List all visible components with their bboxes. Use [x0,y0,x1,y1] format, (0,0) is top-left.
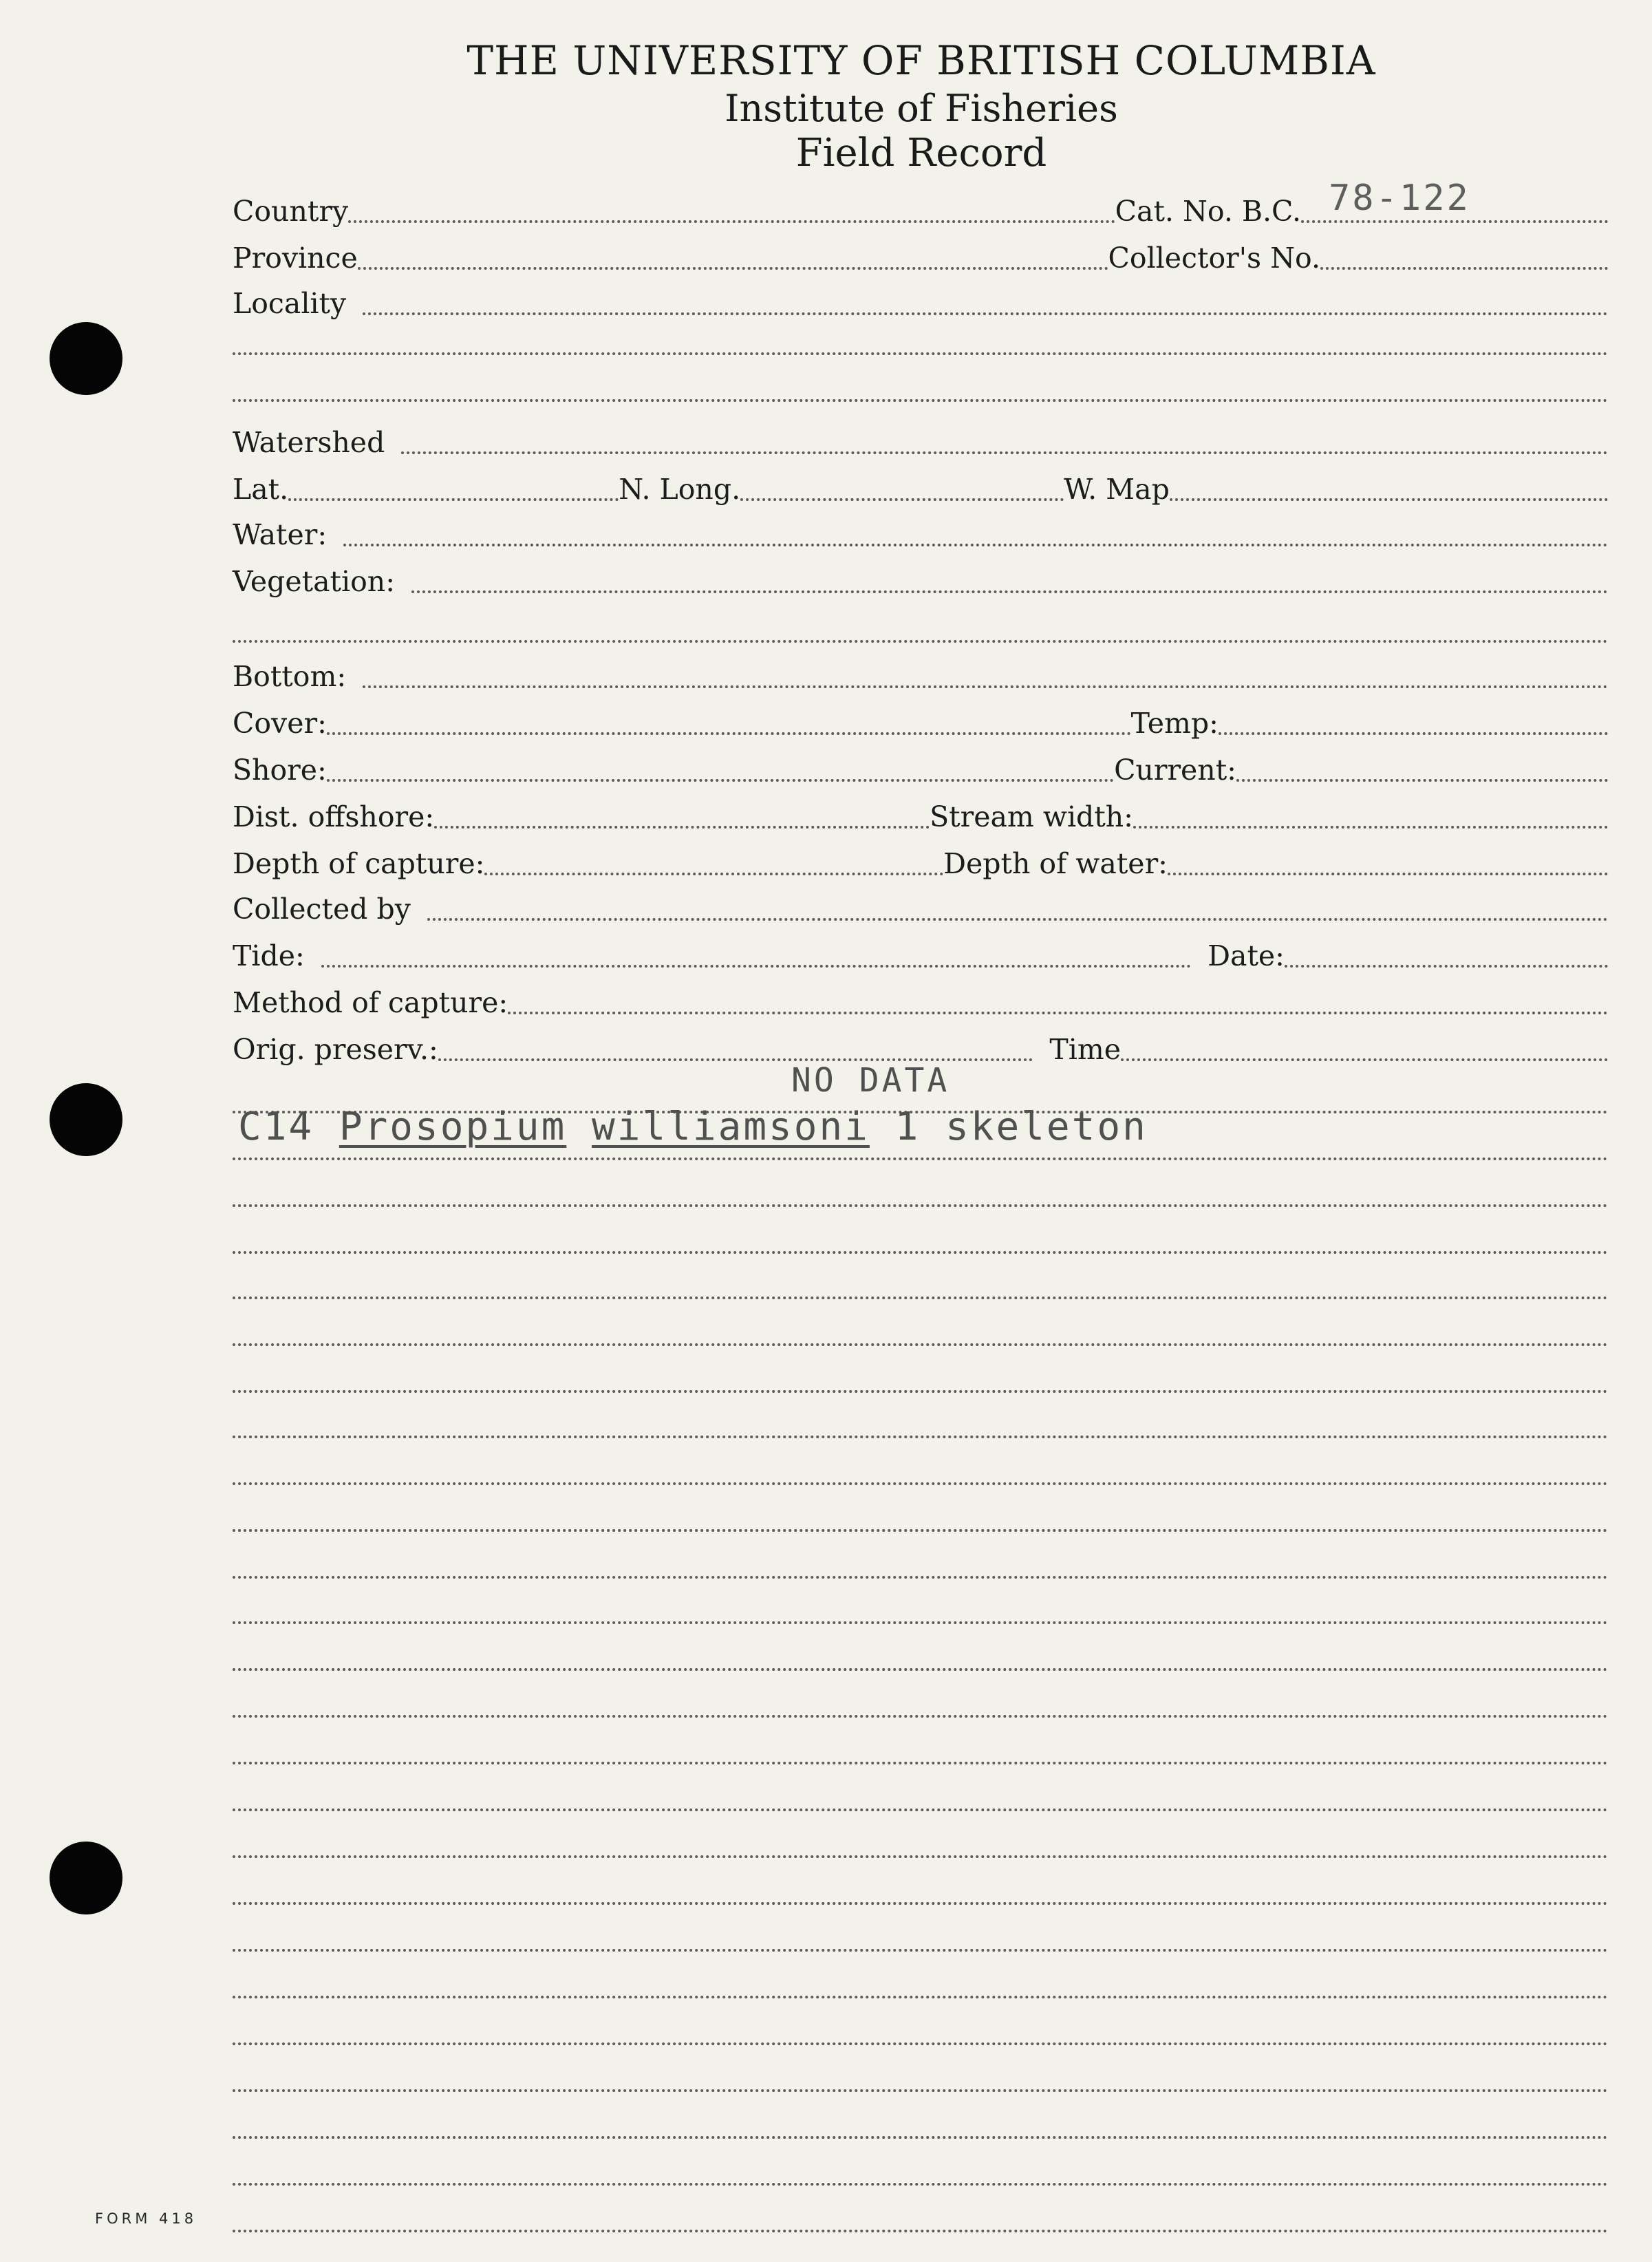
notes-line[interactable] [233,1157,1608,1160]
method-field[interactable] [508,1007,1608,1014]
bottom-label: Bottom: [233,660,347,693]
collected-by-field[interactable] [427,914,1608,921]
punch-hole [50,1083,122,1156]
locality-line[interactable] [233,352,1608,355]
collected-by-label: Collected by [233,893,411,926]
cover-field[interactable] [327,728,1131,735]
province-field[interactable] [358,263,1108,270]
notes-line[interactable] [233,1949,1608,1952]
depth-capture-label: Depth of capture: [233,847,485,880]
specimen-part: skeleton [945,1105,1148,1149]
notes-line[interactable] [233,1762,1608,1764]
notes-line[interactable] [233,2089,1608,2092]
province-label: Province [233,242,358,275]
punch-hole [50,1842,122,1914]
shore-row [233,753,1608,787]
notes-line[interactable] [233,1343,1608,1346]
tide-field[interactable] [321,961,1191,968]
temp-label: Temp: [1130,707,1219,740]
map-field[interactable] [1170,494,1608,501]
watershed-row [233,425,1608,460]
notes-line[interactable] [233,1668,1608,1671]
shore-label: Shore: [233,754,327,787]
long-field[interactable] [740,494,1064,501]
cat-no-label: Cat. No. B.C. [1115,195,1301,228]
specimen-count: 1 [894,1105,921,1149]
notes-line[interactable] [233,1808,1608,1811]
notes-line[interactable] [233,1297,1608,1299]
depth-water-field[interactable] [1168,868,1608,875]
vegetation-line[interactable] [233,640,1608,643]
lat-long-row [233,472,1608,506]
province-row [233,241,1608,275]
stream-width-field[interactable] [1133,822,1608,829]
record-title: Field Record [795,131,1047,175]
date-label: Date: [1208,939,1285,972]
time-label: Time [1049,1033,1121,1066]
vegetation-row [233,564,1608,599]
cover-row [233,706,1608,740]
country-field[interactable] [348,216,1115,223]
depth-row [233,846,1608,881]
institute-title: Institute of Fisheries [725,87,1118,130]
genus-name: Prosopium [339,1105,567,1149]
bottom-row [233,659,1608,694]
notes-line[interactable] [233,1621,1608,1624]
lat-label: Lat. [233,473,289,506]
cat-no-field[interactable] [1301,178,1608,223]
species-name: williamsoni [592,1105,870,1149]
country-label: Country [233,195,349,228]
collected-by-row [233,892,1608,926]
locality-field[interactable] [363,308,1608,315]
vegetation-field[interactable] [411,586,1608,593]
vegetation-label: Vegetation: [233,565,396,598]
locality-label: Locality [233,287,347,320]
bottom-field[interactable] [363,681,1608,688]
lat-field[interactable] [288,494,619,501]
tide-label: Tide: [233,939,305,972]
locality-row [233,286,1608,321]
locality-line[interactable] [233,399,1608,402]
notes-line[interactable] [233,1482,1608,1485]
notes-line[interactable] [233,2230,1608,2232]
notes-line[interactable] [233,2042,1608,2045]
shore-field[interactable] [327,775,1114,782]
long-label: N. Long. [619,473,741,506]
notes-line[interactable] [233,1855,1608,1858]
notes-line[interactable] [233,1996,1608,1998]
punch-hole [50,322,122,395]
dist-offshore-field[interactable] [434,822,930,829]
notes-line[interactable] [233,1576,1608,1579]
notes-line[interactable] [233,1204,1608,1207]
map-label: W. Map [1064,473,1170,506]
current-field[interactable] [1236,775,1608,782]
temp-field[interactable] [1219,728,1608,735]
orig-preserv-field[interactable] [438,1054,1033,1061]
form-number: FORM 418 [95,2210,197,2227]
collectors-no-field[interactable] [1320,263,1608,270]
time-field[interactable] [1121,1054,1608,1061]
watershed-label: Watershed [233,426,385,459]
current-label: Current: [1114,754,1236,787]
water-label: Water: [233,518,328,551]
orig-preserv-label: Orig. preserv.: [233,1033,438,1066]
depth-capture-field[interactable] [484,868,943,875]
specimen-entry [238,1105,1148,1149]
watershed-field[interactable] [401,447,1608,454]
method-row [233,985,1608,1020]
collectors-no-label: Collector's No. [1108,242,1320,275]
dist-offshore-row [233,800,1608,834]
date-field[interactable] [1285,961,1608,968]
specimen-code: C14 [238,1105,314,1149]
notes-line[interactable] [233,1251,1608,1254]
notes-line[interactable] [233,2136,1608,2139]
cover-label: Cover: [233,707,327,740]
notes-line[interactable] [233,1902,1608,1905]
water-field[interactable] [343,540,1608,546]
depth-water-label: Depth of water: [943,847,1168,880]
notes-line[interactable] [233,2183,1608,2186]
tide-row [233,939,1608,973]
notes-line[interactable] [233,1529,1608,1532]
water-row [233,518,1608,552]
dist-offshore-label: Dist. offshore: [233,800,435,833]
no-data-stamp: NO DATA [791,1061,950,1100]
university-title: THE UNIVERSITY OF BRITISH COLUMBIA [466,37,1376,84]
notes-line[interactable] [233,1715,1608,1718]
cat-no-value: 78-122 [1329,178,1470,219]
notes-line[interactable] [233,1390,1608,1393]
country-row [233,178,1608,228]
stream-width-label: Stream width: [930,800,1133,833]
notes-line[interactable] [233,1436,1608,1438]
method-label: Method of capture: [233,986,508,1019]
